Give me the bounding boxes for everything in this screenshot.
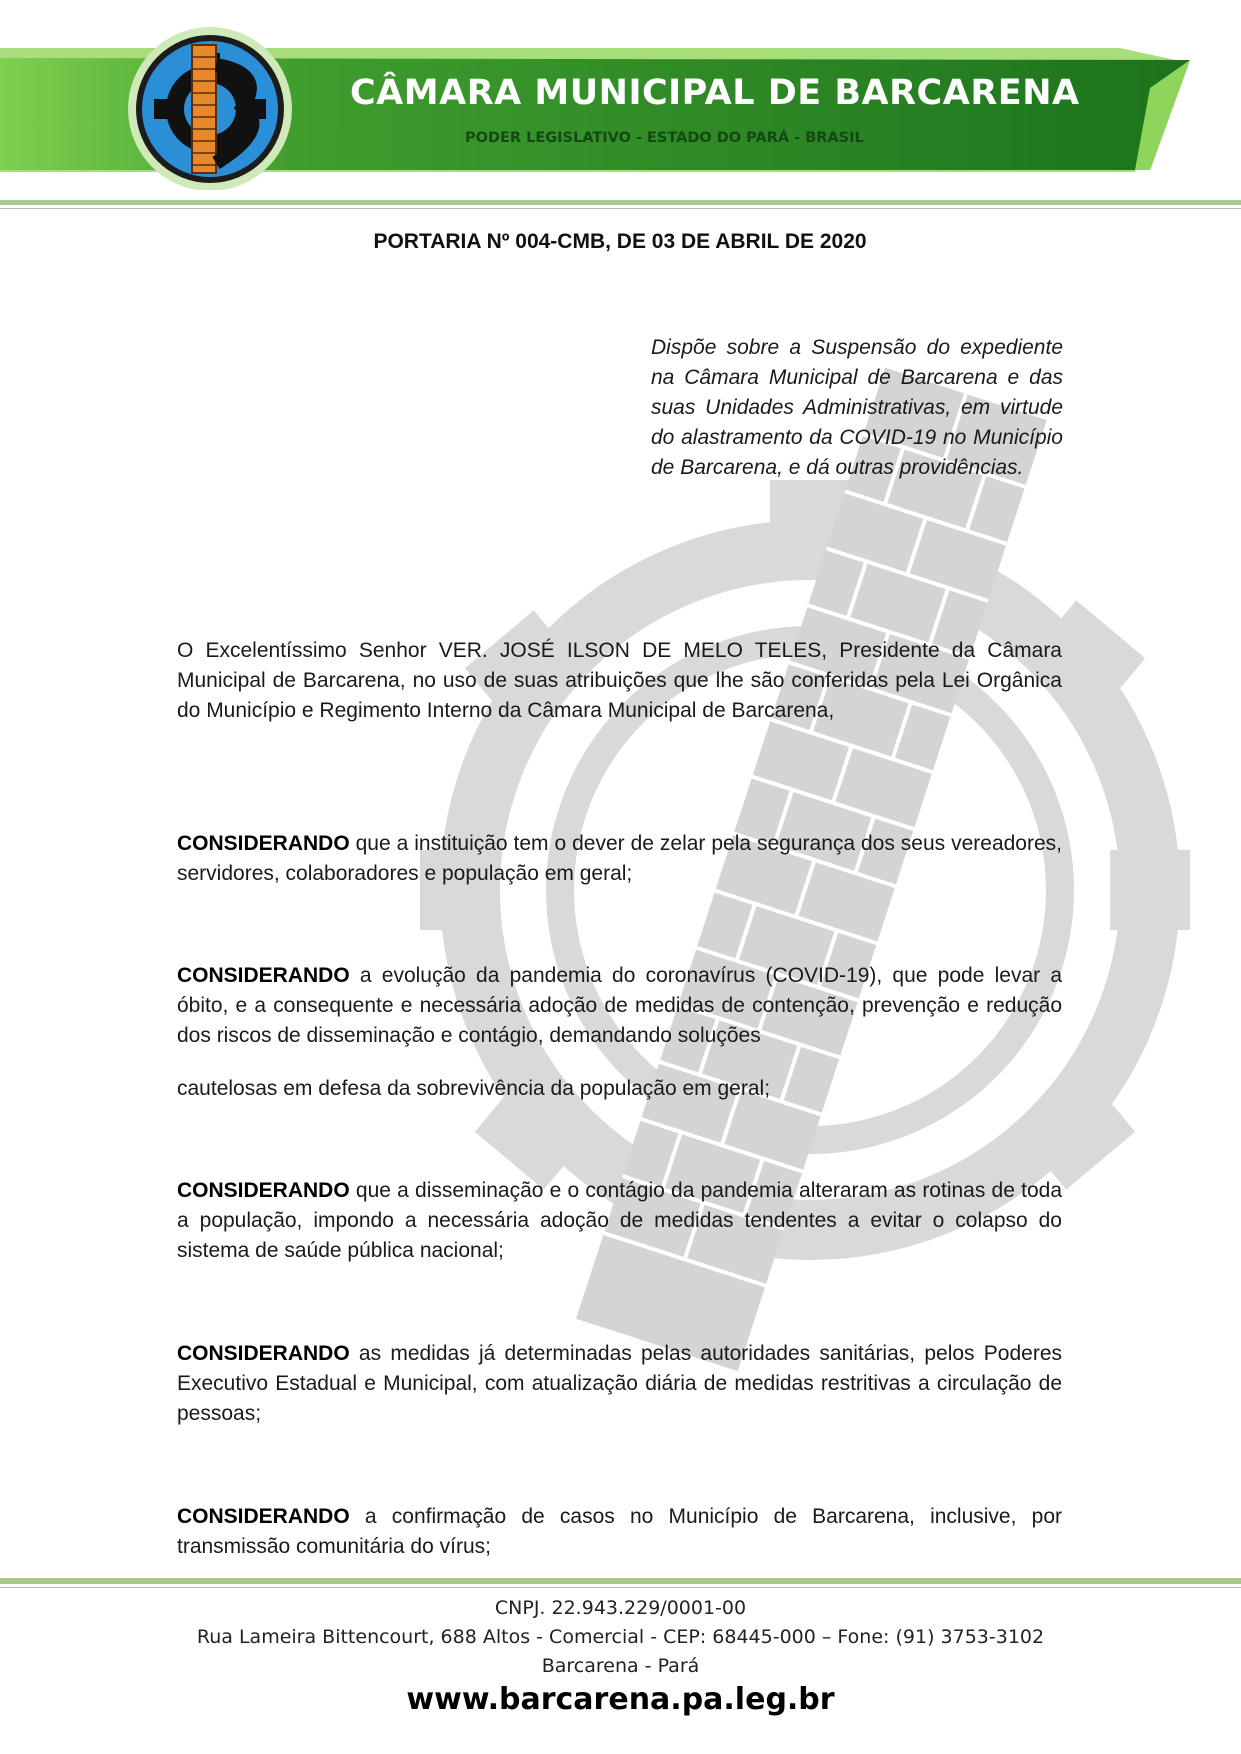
considerando-paragraph <box>177 1176 1062 1266</box>
header-rule <box>0 200 1241 205</box>
considerando-paragraph <box>177 961 1062 1051</box>
considerando-text: que a disseminação e o contágio da pandemia alteraram as rotinas de toda a população, impondo a necessária adoção de medidas tendentes a evitar o colapso do sistema de saúde pública nacional; <box>177 1179 1062 1262</box>
organization-subtitle: PODER LEGISLATIVO - ESTADO DO PARÁ - BRASIL <box>465 130 864 146</box>
considerando-lead: CONSIDERANDO <box>177 1505 350 1528</box>
footer-address: Rua Lameira Bittencourt, 688 Altos - Comercial - CEP: 68445-000 – Fone: (91) 3753-3102 <box>196 1626 1045 1648</box>
considerando-lead: CONSIDERANDO <box>177 1342 350 1365</box>
considerando-lead: CONSIDERANDO <box>177 1179 350 1202</box>
considerando-lead: CONSIDERANDO <box>177 964 350 987</box>
header-rule-thin <box>0 208 1241 209</box>
considerando-paragraph <box>177 1339 1062 1429</box>
considerando-text: cautelosas em defesa da sobrevivência da população em geral; <box>177 1077 771 1100</box>
considerando-paragraph <box>177 1502 1062 1562</box>
considerando-text: a confirmação de casos no Município de Barcarena, inclusive, por transmissão comunitária do vírus; <box>177 1505 1062 1558</box>
footer-city: Barcarena - Pará <box>541 1655 700 1677</box>
document-ementa: Dispõe sobre a Suspensão do expediente na Câmara Municipal de Barcarena e das suas Unidades Administrativas, em virtude do alastramento da COVID-19 no Município de Barcarena, e dá outras providências. <box>651 336 1063 479</box>
organization-name: CÂMARA MUNICIPAL DE BARCARENA <box>350 73 1080 113</box>
document-title: PORTARIA Nº 004-CMB, DE 03 DE ABRIL DE 2020 <box>373 230 867 253</box>
considerando-continuation <box>177 1074 1062 1104</box>
considerando-paragraph <box>177 829 1062 889</box>
considerando-text: que a instituição tem o dever de zelar pela segurança dos seus vereadores, servidores, colaboradores e população em geral; <box>177 832 1062 885</box>
chamber-logo-icon <box>115 25 305 190</box>
footer-cnpj: CNPJ. 22.943.229/0001-00 <box>494 1597 747 1619</box>
considerando-text: as medidas já determinadas pelas autoridades sanitárias, pelos Poderes Executivo Estadual e Municipal, com atualização diária de medidas restritivas a circulação de pessoas; <box>177 1342 1062 1425</box>
footer-rule-thin <box>0 1587 1241 1588</box>
considerando-text: a evolução da pandemia do coronavírus (COVID-19), que pode levar a óbito, e a consequente e necessária adoção de medidas de contenção, prevenção e redução dos riscos de disseminação e contágio, demandando soluções <box>177 964 1062 1047</box>
considerando-lead: CONSIDERANDO <box>177 832 350 855</box>
preamble-paragraph: O Excelentíssimo Senhor VER. JOSÉ ILSON DE MELO TELES, Presidente da Câmara Municipal de Barcarena, no uso de suas atribuições que lhe são conferidas pela Lei Orgânica do Município e Regimento Interno da Câmara Municipal de Barcarena, <box>177 639 1062 722</box>
website-link[interactable]: www.barcarena.pa.leg.br <box>406 1682 835 1717</box>
letterhead-header <box>0 0 1241 215</box>
footer-rule <box>0 1578 1241 1584</box>
